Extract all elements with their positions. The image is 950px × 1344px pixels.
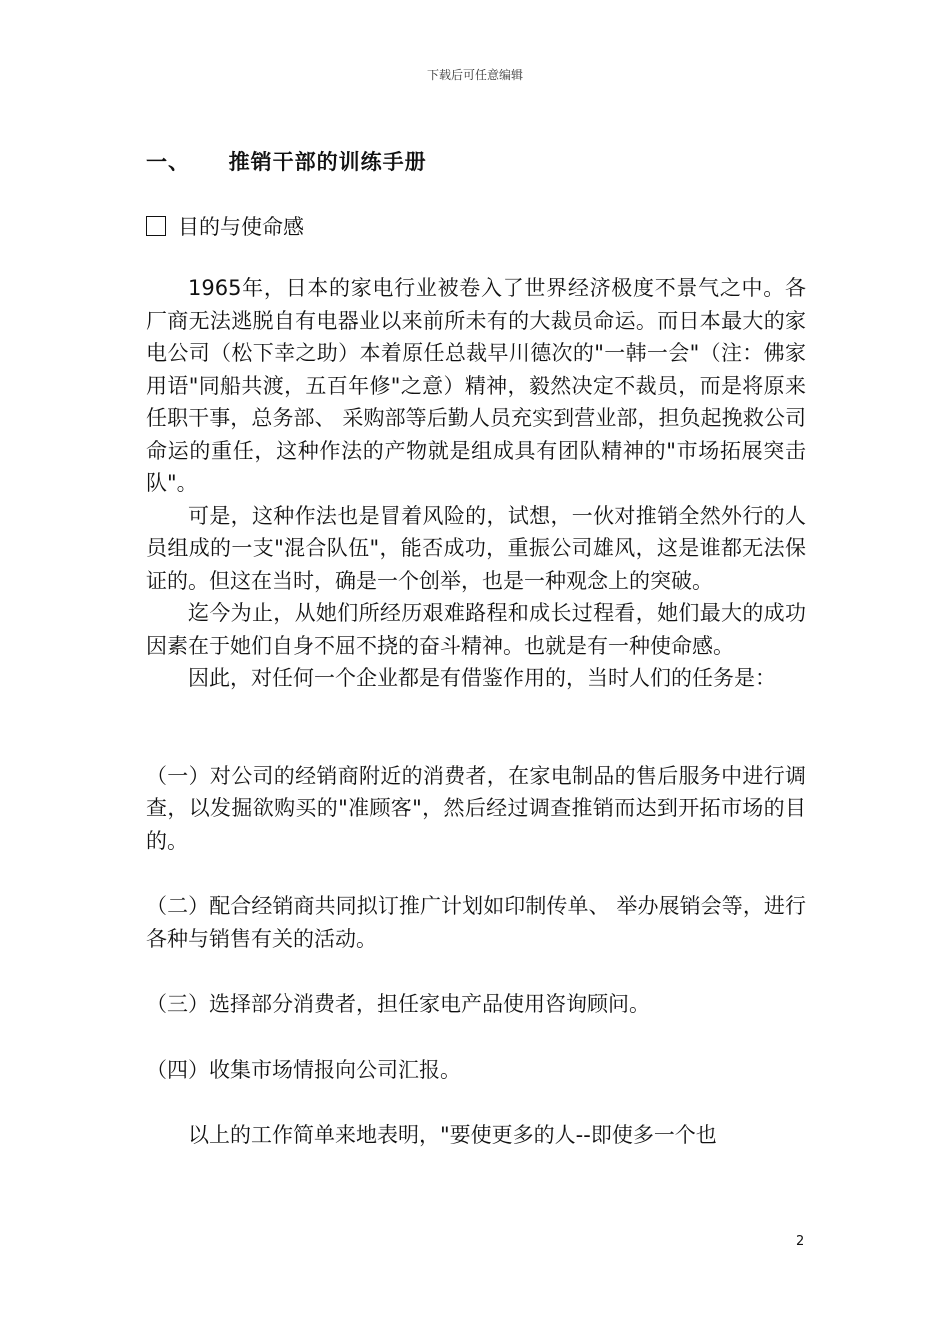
- paragraph: 因此，对任何一个企业都是有借鉴作用的，当时人们的任务是：: [188, 666, 776, 690]
- heading-number: 一、: [146, 150, 190, 174]
- paragraph: 可是，这种作法也是冒着风险的，试想，一伙对推销全然外行的人员组成的一支"混合队伍"，能否成功，重振公司雄风，这是谁都无法保证的。但这在当时，确是一个创举，也是一种观念上的突破。: [146, 503, 806, 593]
- closing-paragraph: 以上的工作简单来地表明，"要使更多的人--即使多一个也: [188, 1123, 717, 1147]
- task-item: （四）收集市场情报向公司汇报。: [146, 1057, 461, 1082]
- checkbox-icon: [146, 216, 166, 236]
- section-heading: [146, 211, 304, 241]
- task-item: （一）对公司的经销商附近的消费者，在家电制品的售后服务中进行调查，以发掘欲购买的"准顾客"，然后经过调查推销而达到开拓市场的目的。: [146, 763, 806, 853]
- chapter-heading: [146, 146, 427, 176]
- section-title: 目的与使命感: [178, 215, 304, 239]
- document-body: [146, 272, 806, 1152]
- paragraph: 1965年，日本的家电行业被卷入了世界经济极度不景气之中。各厂商无法逃脱自有电器业以来前所未有的大裁员命运。而日本最大的家电公司（松下幸之助）本着原任总裁早川德次的"一韩一会"（注：佛家用语"同船共渡，五百年修"之意）精神，毅然决定不裁员，而是将原来任职干事，总务部、 采购部等后勤人员充实到营业部，担负起挽救公司命运的重任，这种作法的产物就是组成具有团队精神的"市场拓展突击队"。: [146, 276, 806, 495]
- page-number: 2: [796, 1234, 805, 1249]
- task-item: （三）选择部分消费者，担任家电产品使用咨询顾问。: [146, 992, 650, 1016]
- heading-title: 推销干部的训练手册: [228, 150, 427, 174]
- task-item: （二）配合经销商共同拟订推广计划如印制传单、 举办展销会等，进行各种与销售有关的活动。: [146, 894, 806, 951]
- page-header: 下载后可任意编辑: [426, 68, 523, 82]
- paragraph: 迄今为止，从她们所经历艰难路程和成长过程看，她们最大的成功因素在于她们自身不屈不挠的奋斗精神。也就是有一种使命感。: [146, 601, 806, 658]
